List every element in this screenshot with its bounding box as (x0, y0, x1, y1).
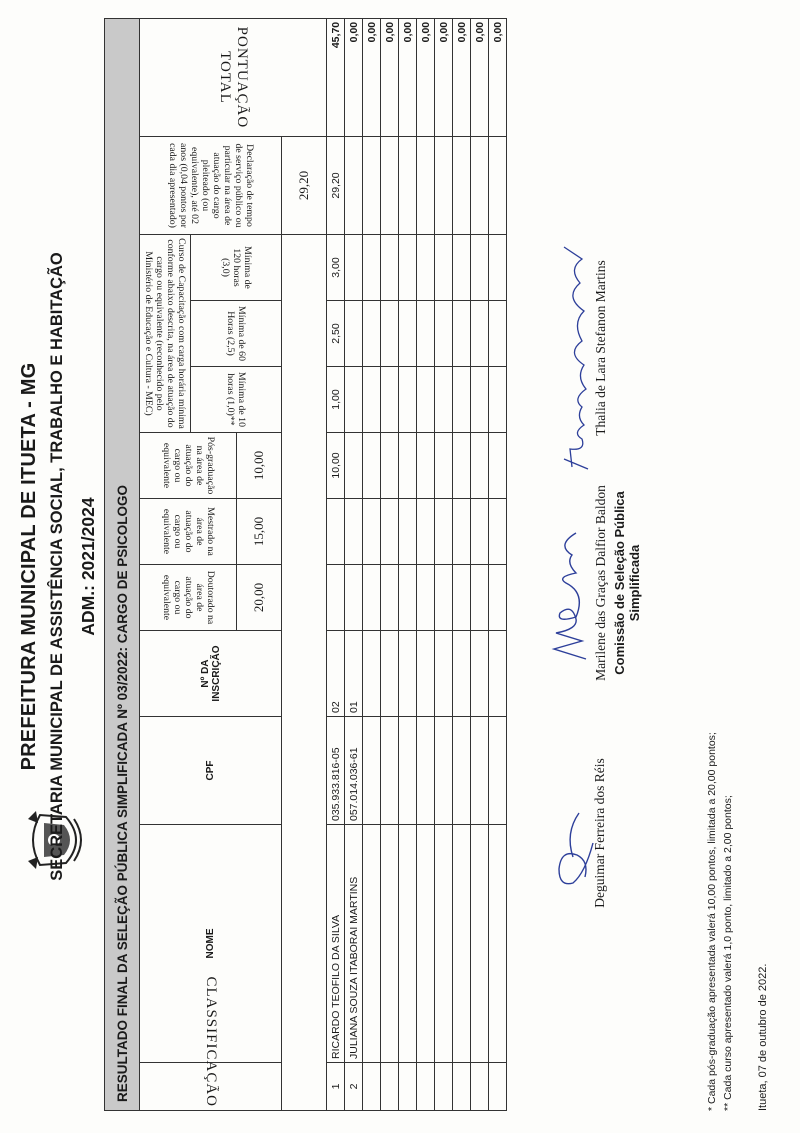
cell-total: 45,70 (327, 18, 345, 136)
cell-tempo (345, 137, 363, 235)
cell-total: 0,00 (453, 18, 471, 136)
cell-mestrado (363, 499, 381, 565)
signature-deguimar (555, 783, 595, 913)
header-curso: Curso de Capacitação com carga horária mínima conforme abaixo descrita, na área de atuação do cargo ou equivalente (reconhecido pelo Ministério de Educação e Cultura - MEC) (140, 235, 191, 433)
cell-tempo (399, 137, 417, 235)
cell-inscricao (363, 631, 381, 717)
header-cpf: CPF (140, 717, 282, 825)
cell-c60 (453, 301, 471, 367)
cell-inscricao (453, 631, 471, 717)
cell-inscricao: 01 (345, 631, 363, 717)
table-row (381, 18, 399, 1110)
cell-class: 2 (345, 1063, 363, 1111)
cell-mestrado (435, 499, 453, 565)
table-row (345, 18, 363, 1110)
cell-pos (381, 433, 399, 499)
cell-total: 0,00 (435, 18, 453, 136)
cell-mestrado (489, 499, 507, 565)
header-pos: Pós-graduação na área de atuação do cargo ou equivalente (140, 433, 237, 499)
cell-total: 0,00 (363, 18, 381, 136)
cell-pos (471, 433, 489, 499)
cell-mestrado (345, 499, 363, 565)
header-classificacao: CLASSIFICAÇÃO (140, 1063, 282, 1111)
cell-pos (489, 433, 507, 499)
cell-doutorado (435, 565, 453, 631)
department-title: SECRETARIA MUNICIPAL DE ASSISTÊNCIA SOCIAL, TRABALHO E HABITAÇÃO (48, 252, 66, 881)
cell-class: 1 (327, 1063, 345, 1111)
cell-doutorado (345, 565, 363, 631)
cell-c120 (489, 235, 507, 301)
cell-doutorado (381, 565, 399, 631)
table-row (435, 18, 453, 1110)
cell-c10 (417, 367, 435, 433)
cell-c60 (381, 301, 399, 367)
cell-c120 (435, 235, 453, 301)
cell-cpf (453, 717, 471, 825)
header-curso-120h: Mínima de 120 horas (3,0) (191, 235, 282, 301)
cell-doutorado (489, 565, 507, 631)
cell-mestrado (381, 499, 399, 565)
cell-cpf (435, 717, 453, 825)
cell-c10 (363, 367, 381, 433)
cell-total: 0,00 (417, 18, 435, 136)
cell-class (363, 1063, 381, 1111)
footnote-curso: ** Cada curso apresentado valerá 1,0 ponto, limitado a 2,00 pontos; (722, 795, 734, 1111)
cell-tempo (435, 137, 453, 235)
cell-c60 (363, 301, 381, 367)
cell-class (471, 1063, 489, 1111)
cell-c10 (381, 367, 399, 433)
table-row (471, 18, 489, 1110)
cell-nome (363, 825, 381, 1063)
cell-nome: JULIANA SOUZA ITABORAI MARTINS (345, 825, 363, 1063)
cell-inscricao (471, 631, 489, 717)
cell-pos (435, 433, 453, 499)
cell-doutorado (417, 565, 435, 631)
cell-nome (453, 825, 471, 1063)
max-tempo: 29,20 (282, 137, 327, 235)
cell-pos (345, 433, 363, 499)
cell-inscricao (381, 631, 399, 717)
cell-cpf (363, 717, 381, 825)
cell-c120 (345, 235, 363, 301)
cell-cpf (489, 717, 507, 825)
table-row (453, 18, 471, 1110)
cell-mestrado (399, 499, 417, 565)
signer-role-comissao: Comissão de Seleção Pública Simplificada (612, 491, 642, 675)
signer-name-thalia: Thalia de Lara Stefanon Martins (593, 260, 608, 436)
cell-class (417, 1063, 435, 1111)
signature-marilene (546, 523, 594, 663)
cell-doutorado (471, 565, 489, 631)
cell-mestrado (453, 499, 471, 565)
cell-c120 (381, 235, 399, 301)
results-table (104, 21, 507, 1111)
header-doutorado: Doutorado na área de atuação do cargo ou equivalente (140, 565, 237, 631)
cell-class (435, 1063, 453, 1111)
document-date: Itueta, 07 de outubro de 2022. (757, 963, 769, 1111)
cell-c120 (471, 235, 489, 301)
cell-tempo: 29,20 (327, 137, 345, 235)
max-doutorado: 20,00 (237, 565, 282, 631)
cell-tempo (489, 137, 507, 235)
signature-thalia (558, 243, 594, 473)
cell-pos (453, 433, 471, 499)
table-row (489, 18, 507, 1110)
cell-c10 (435, 367, 453, 433)
document-title: PREFEITURA MUNICIPAL DE ITUETA - MG (18, 362, 40, 771)
cell-class (381, 1063, 399, 1111)
cell-c60 (471, 301, 489, 367)
table-row (363, 18, 381, 1110)
max-mestrado: 15,00 (237, 499, 282, 565)
cell-c120 (417, 235, 435, 301)
administration-period: ADM.: 2021/2024 (78, 497, 98, 636)
cell-tempo (381, 137, 399, 235)
cell-nome (471, 825, 489, 1063)
cell-class (489, 1063, 507, 1111)
cell-cpf (471, 717, 489, 825)
cell-mestrado (417, 499, 435, 565)
table-row (399, 18, 417, 1110)
cell-total: 0,00 (381, 18, 399, 136)
cell-mestrado (327, 499, 345, 565)
cell-pos (363, 433, 381, 499)
cell-doutorado (453, 565, 471, 631)
cell-nome: RICARDO TEOFILO DA SILVA (327, 825, 345, 1063)
cell-tempo (471, 137, 489, 235)
max-pos: 10,00 (237, 433, 282, 499)
header-spacer (282, 235, 327, 1111)
header-nome: NOME (140, 825, 282, 1063)
cell-c120 (399, 235, 417, 301)
header-tempo: Declaração de tempo de serviço público ou particular na área de atuação do cargo pleiteado (ou equivalente), até 02 anos (0,04 pontos por cada dia apresentado) (140, 137, 282, 235)
signer-name-marilene: Marilene das Graças Dalfior Baldon (593, 485, 608, 681)
cell-inscricao (435, 631, 453, 717)
cell-inscricao (399, 631, 417, 717)
cell-c60 (435, 301, 453, 367)
header-total: PONTUAÇÃO TOTAL (140, 18, 327, 136)
cell-c60 (345, 301, 363, 367)
table-row (417, 18, 435, 1110)
footnote-pos-graduacao: * Cada pós-graduação apresentada valerá 10,00 pontos, limitada a 20,00 pontos; (706, 732, 718, 1111)
cell-c60 (399, 301, 417, 367)
header-curso-60h: Mínima de 60 Horas (2,5) (191, 301, 282, 367)
cell-tempo (363, 137, 381, 235)
cell-cpf (399, 717, 417, 825)
cell-c10 (345, 367, 363, 433)
cell-c120 (363, 235, 381, 301)
cell-cpf: 057.014.036-61 (345, 717, 363, 825)
cell-cpf (381, 717, 399, 825)
cell-class (453, 1063, 471, 1111)
cell-inscricao (417, 631, 435, 717)
cell-c60 (417, 301, 435, 367)
header-inscricao: Nº DA INSCRIÇÃO (140, 631, 282, 717)
cell-total: 0,00 (399, 18, 417, 136)
cell-c10 (489, 367, 507, 433)
cell-nome (381, 825, 399, 1063)
cell-cpf: 035.933.816-05 (327, 717, 345, 825)
cell-nome (489, 825, 507, 1063)
cell-c60 (489, 301, 507, 367)
cell-pos: 10,00 (327, 433, 345, 499)
cell-total: 0,00 (489, 18, 507, 136)
header-curso-10h: Mínima de 10 horas (1,0)** (191, 367, 282, 433)
cell-class (399, 1063, 417, 1111)
cell-c10 (453, 367, 471, 433)
cell-pos (417, 433, 435, 499)
cell-nome (435, 825, 453, 1063)
cell-c10 (471, 367, 489, 433)
cell-tempo (453, 137, 471, 235)
table-row (327, 18, 345, 1110)
cell-tempo (417, 137, 435, 235)
cell-inscricao: 02 (327, 631, 345, 717)
cell-nome (417, 825, 435, 1063)
cell-doutorado (363, 565, 381, 631)
cell-c10 (399, 367, 417, 433)
table-caption: RESULTADO FINAL DA SELEÇÃO PÚBLICA SIMPLIFICADA Nº 03/2022: CARGO DE PSICOLOGO (105, 18, 140, 1110)
cell-doutorado (399, 565, 417, 631)
cell-c120: 3,00 (327, 235, 345, 301)
cell-total: 0,00 (345, 18, 363, 136)
cell-c60: 2,50 (327, 301, 345, 367)
cell-c10: 1,00 (327, 367, 345, 433)
cell-total: 0,00 (471, 18, 489, 136)
cell-cpf (417, 717, 435, 825)
cell-c120 (453, 235, 471, 301)
cell-doutorado (327, 565, 345, 631)
cell-nome (399, 825, 417, 1063)
cell-mestrado (471, 499, 489, 565)
header-mestrado: Mestrado na área de atuação do cargo ou equivalente (140, 499, 237, 565)
cell-pos (399, 433, 417, 499)
cell-inscricao (489, 631, 507, 717)
signer-name-deguimar: Deguimar Ferreira dos Réis (592, 758, 607, 908)
